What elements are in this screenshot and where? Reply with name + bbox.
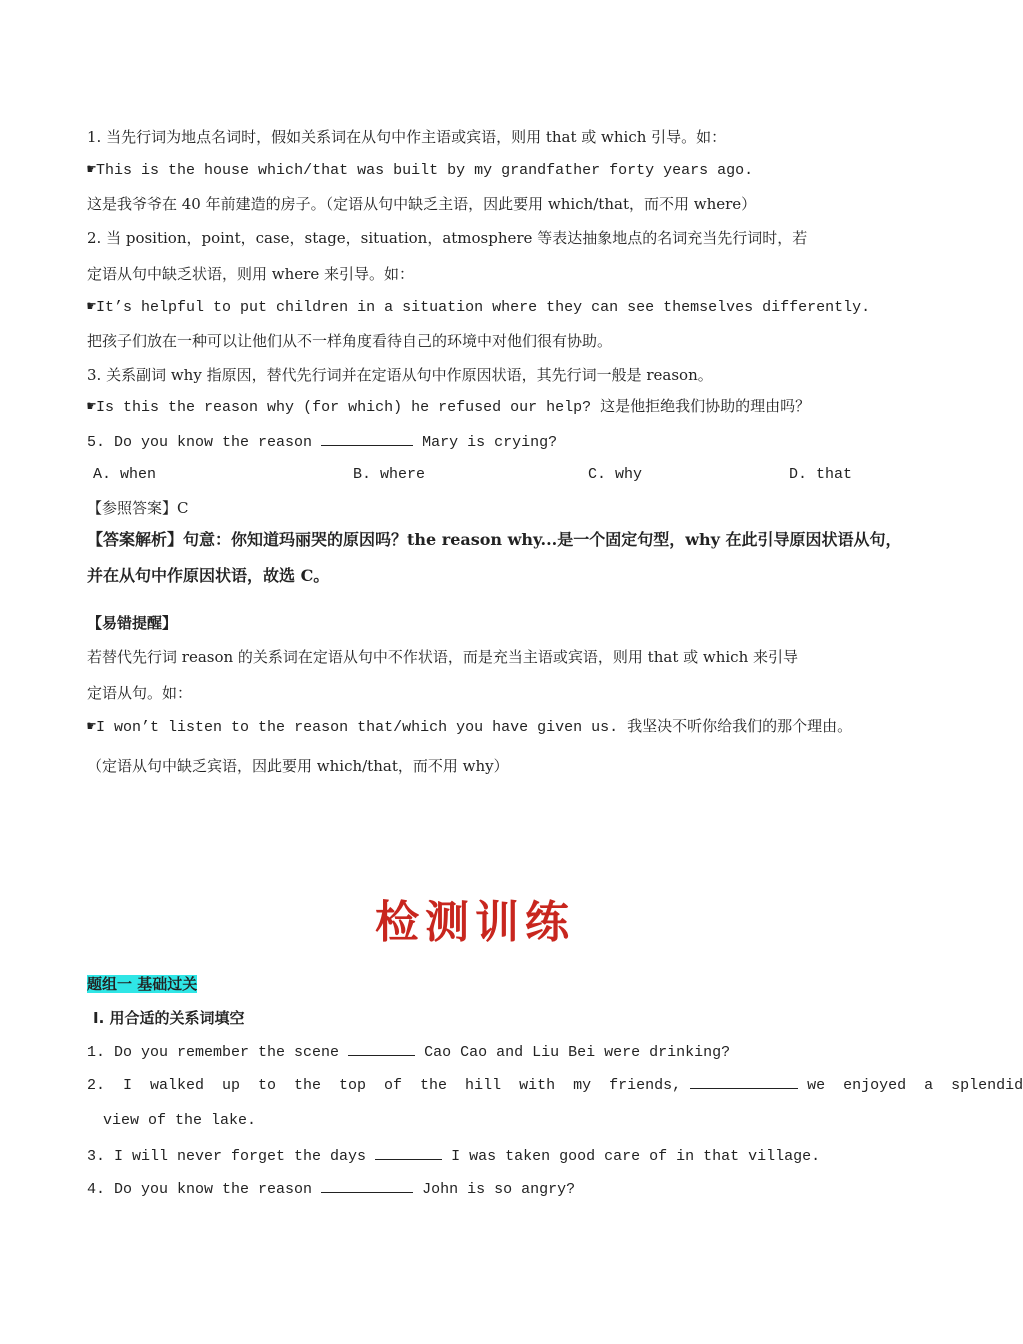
question-5 [87,431,557,453]
section-title-image: 检测训练 [375,897,575,948]
exercise-1-pre: 1. Do you remember the scene [87,1044,340,1061]
group-title [87,974,197,994]
answer-blank[interactable] [321,431,413,446]
translation-2: 把孩子们放在一种可以让他们从不一样角度看待自己的环境中对他们很有协助。 [87,332,613,350]
rule-1-text: 1. 当先行词为地点名词时，假如关系词在从句中作主语或宾语，则用 that 或 which 引导。如： [87,128,727,146]
rule-2-text: 2. 当 position，point，case，stage，situation，atmosphere 等表达抽象地点的名词充当先行词时，若 [87,229,808,247]
option-d: D. that [789,466,853,483]
question-5-post: Mary is crying? [422,434,558,451]
exercise-1-post: Cao Cao and Liu Bei were drinking? [424,1044,731,1061]
exercise-2-cont: view of the lake. [103,1112,257,1129]
exercise-3-pre: 3. I will never forget the days [87,1148,367,1165]
group-title-highlight: 题组一 基础过关 [87,975,198,993]
question-5-pre: 5. Do you know the reason [87,434,313,451]
tip-title: 【易错提醒】 [87,614,178,632]
option-c: C. why [588,466,643,483]
rule-2-text-cont: 定语从句中缺乏状语，则用 where 来引导。如： [87,265,414,283]
exercise-1-blank[interactable] [348,1041,415,1056]
example-sentence-3: ☛Is this the reason why (for which) he refused our help? 这是他拒绝我们协助的理由吗？ [87,399,811,416]
exercise-2-pre: 2. I walked up to the top of the hill with my friends, [87,1077,682,1094]
tip-text: 若替代先行词 reason 的关系词在定语从句中不作状语，而是充当主语或宾语，则用 that 或 which 来引导 [87,648,799,666]
exercise-4-pre: 4. Do you know the reason [87,1181,313,1198]
exercise-3-post: I was taken good care of in that village. [451,1148,821,1165]
tip-text-cont: 定语从句。如： [87,684,193,702]
answer-analysis: 【答案解析】句意：你知道玛丽哭的原因吗？the reason why...是一个固定句型，why 在此引导原因状语从句， [87,530,902,549]
answer-analysis-cont: 并在从句中作原因状语，故选 C。 [87,566,330,585]
tip-note: （定语从句中缺乏宾语，因此要用 which/that，而不用 why） [87,757,509,775]
rule-3-text: 3. 关系副词 why 指原因，替代先行词并在定语从句中作原因状语，其先行词一般是 reason。 [87,366,713,384]
exercise-4 [87,1178,575,1200]
reference-answer: 【参照答案】C [87,499,189,517]
exercise-2-blank[interactable] [690,1074,798,1089]
exercise-4-post: John is so angry? [422,1181,576,1198]
exercise-3-blank[interactable] [375,1145,442,1160]
example-sentence-2: ☛It’s helpful to put children in a situation where they can see themselves differently. [87,299,871,316]
translation-1: 这是我爷爷在 40 年前建造的房子。（定语从句中缺乏主语，因此要用 which/that，而不用 where） [87,195,757,213]
option-a: A. when [93,466,157,483]
exercise-4-blank[interactable] [321,1178,413,1193]
exercise-2 [87,1074,1023,1096]
exercise-3 [87,1145,820,1167]
exercise-2-post: we enjoyed a splendid [807,1077,1023,1094]
option-b: B. where [353,466,426,483]
example-sentence-1: ☛This is the house which/that was built by my grandfather forty years ago. [87,162,754,179]
example-sentence-4: ☛I won’t listen to the reason that/which you have given us. 我坚决不听你给我们的那个理由。 [87,719,853,736]
part-title: I. 用合适的关系词填空 [93,1009,245,1027]
exercise-1 [87,1041,730,1063]
